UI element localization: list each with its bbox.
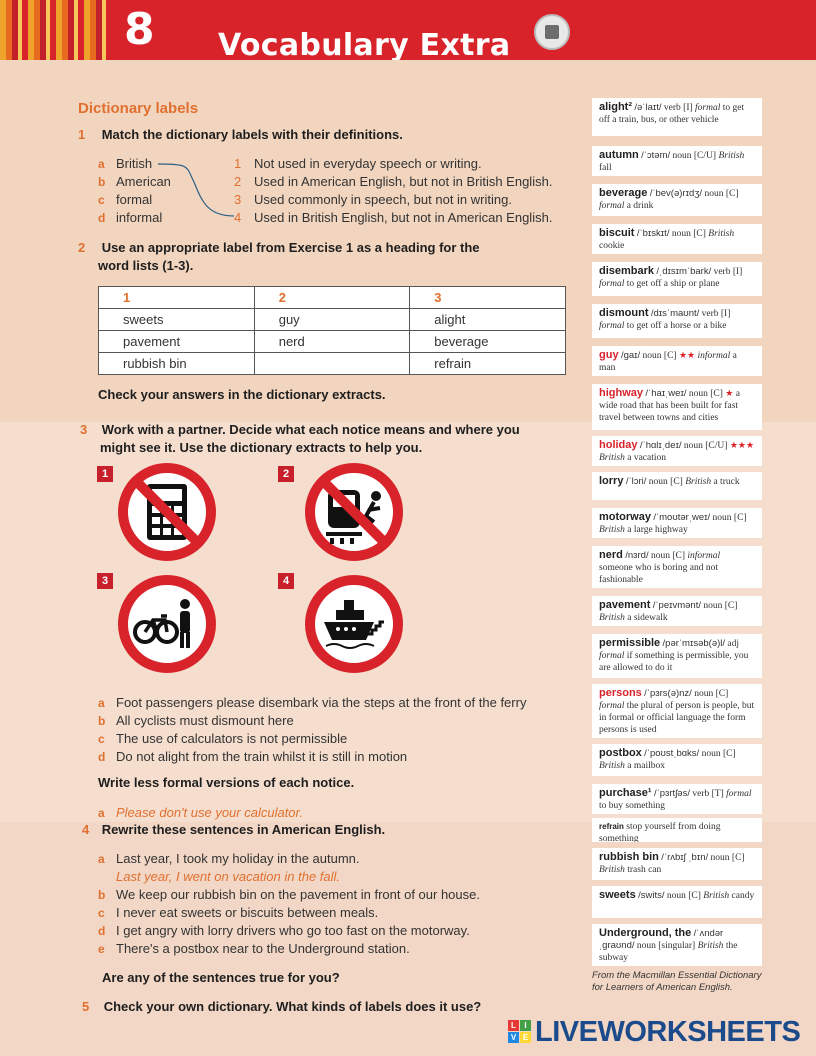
exercise-instruction: Use an appropriate label from Exercise 1 as a heading for the (101, 240, 480, 255)
dictionary-entry: highway /ˈhaɪˌweɪ/ noun [C] ★ a wide road that has been built for fast travel between towns and cities (592, 384, 762, 430)
table-row (99, 309, 566, 331)
sign-number: 3 (97, 573, 113, 589)
headword: beverage (599, 187, 648, 199)
table-cell: beverage (410, 331, 566, 353)
dictionary-entry: disembark /ˌdɪsɪmˈbark/ verb [I] formal to get off a ship or plane (592, 262, 762, 296)
dictionary-entry: holiday /ˈhɑlɪˌdeɪ/ noun [C/U] ★★★ British a vacation (592, 436, 762, 466)
question-text: Are any of the sentences true for you? (102, 970, 340, 985)
headword: pavement (599, 599, 651, 611)
dictionary-entry: Underground, the /ˈʌndərˌɡraʊnd/ noun [singular] British the subway (592, 924, 762, 966)
sign-number: 2 (278, 466, 294, 482)
dictionary-entry: nerd /nɜrd/ noun [C] informal someone who is boring and not fashionable (592, 546, 762, 588)
table-header-cell[interactable]: 2 (254, 287, 410, 309)
logo-text: LIVEWORKSHEETS (535, 1016, 801, 1048)
match-connector-line (150, 160, 240, 222)
example-answer: a Please don't use your calculator. (98, 805, 303, 820)
dictionary-entry: dismount /dɪsˈmaʊnt/ verb [I] formal to get off a horse or a bike (592, 304, 762, 338)
sentences-list (98, 850, 568, 958)
table-cell: rubbish bin (99, 353, 255, 375)
table-cell: alight (410, 309, 566, 331)
list-item: a British (98, 156, 153, 171)
list-item: d I get angry with lorry drivers who go too fast on the motorway. (98, 923, 470, 938)
headword: autumn (599, 149, 639, 161)
headword: postbox (599, 747, 642, 759)
sign-number: 4 (278, 573, 294, 589)
headword: biscuit (599, 227, 635, 239)
headword: lorry (599, 475, 624, 487)
page-header (0, 0, 816, 60)
dictionary-entry: lorry /ˈlɔri/ noun [C] British a truck (592, 472, 762, 500)
list-item: b American (98, 174, 171, 189)
no-jumping-from-train-icon (304, 462, 404, 562)
dictionary-entry: refrain stop yourself from doing something (592, 818, 762, 842)
exercise-instruction-cont: word lists (1-3). (98, 258, 194, 273)
list-item: 4 Used in British English, but not in American English. (234, 210, 553, 225)
list-item: a Foot passengers please disembark via the steps at the front of the ferry (98, 695, 527, 710)
list-item: Last year, I went on vacation in the fall. (116, 869, 341, 884)
table-cell: guy (254, 309, 410, 331)
headword: dismount (599, 307, 649, 319)
dictionary-entry: permissible /pərˈmɪsəb(ə)l/ adj formal if something is permissible, you are allowed to do it (592, 634, 762, 678)
headword: nerd (599, 549, 623, 561)
table-cell: pavement (99, 331, 255, 353)
cd-disc-icon[interactable] (534, 14, 570, 50)
table-cell: sweets (99, 309, 255, 331)
table-header-cell[interactable]: 3 (410, 287, 566, 309)
table-cell: nerd (254, 331, 410, 353)
source-note: From the Macmillan Essential Dictionary for Learners of American English. (592, 970, 762, 993)
list-item: c formal (98, 192, 153, 207)
liveworksheets-logo[interactable] (508, 1016, 808, 1048)
definitions-list (234, 155, 579, 227)
check-answers-text: Check your answers in the dictionary extracts. (98, 387, 386, 402)
headword: alight² (599, 101, 632, 113)
answer-text: Please don't use your calculator. (116, 805, 303, 820)
dictionary-entry: sweets /swits/ noun [C] British candy (592, 886, 762, 918)
list-item: 3 Used commonly in speech, but not in writing. (234, 192, 512, 207)
headword: refrain (599, 822, 624, 831)
section-title: Dictionary labels (78, 100, 199, 117)
list-item: 2 Used in American English, but not in British English. (234, 174, 553, 189)
headword: sweets (599, 889, 636, 901)
word-list-table (98, 286, 566, 375)
dictionary-entry: rubbish bin /ˈrʌbɪʃ ˌbɪn/ noun [C] British trash can (592, 848, 762, 880)
unit-number: 8 (124, 4, 155, 55)
dictionary-entry: alight² /əˈlaɪt/ verb [I] formal to get off a train, bus, or other vehicle (592, 98, 762, 136)
dictionary-entry: persons /ˈpɜrs(ə)nz/ noun [C] formal the plural of person is people, but in formal or official language the form persons is used (592, 684, 762, 738)
table-cell (254, 353, 410, 375)
list-item: e There's a postbox near to the Underground station. (98, 941, 410, 956)
table-header-row (99, 287, 566, 309)
dictionary-entry: autumn /ˈɔtəm/ noun [C/U] British fall (592, 146, 762, 176)
exercise-instruction: Match the dictionary labels with their definitions. (101, 127, 403, 142)
notices-list (98, 694, 568, 766)
exercise-3-header (80, 421, 560, 457)
exercise-number: 1 (78, 127, 86, 142)
list-item: a Last year, I took my holiday in the autumn. (98, 851, 360, 866)
exercise-instruction: Check your own dictionary. What kinds of labels does it use? (103, 999, 482, 1014)
table-header-cell[interactable]: 1 (99, 287, 255, 309)
dictionary-entry: postbox /ˈpoʊstˌbɑks/ noun [C] British a mailbox (592, 744, 762, 776)
ferry-steps-icon (304, 574, 404, 674)
headword: holiday (599, 439, 638, 451)
headword: motorway (599, 511, 651, 523)
table-row (99, 331, 566, 353)
dictionary-entry: purchase¹ /ˈpɜrtʃəs/ verb [T] formal to buy something (592, 784, 762, 814)
sign-number: 1 (97, 466, 113, 482)
list-item: d informal (98, 210, 163, 225)
dictionary-entry: guy /ɡaɪ/ noun [C] ★★ informal a man (592, 346, 762, 376)
exercise-number: 4 (82, 822, 90, 837)
header-stripes (0, 0, 112, 60)
cyclist-dismount-icon (117, 574, 217, 674)
frequency-stars: ★★ (678, 350, 696, 360)
headword: highway (599, 387, 644, 399)
write-instruction: Write less formal versions of each notice. (98, 775, 355, 790)
headword: disembark (599, 265, 655, 277)
headword: purchase¹ (599, 787, 652, 799)
frequency-stars: ★ (725, 388, 734, 398)
dictionary-entry: pavement /ˈpeɪvmənt/ noun [C] British a sidewalk (592, 596, 762, 626)
list-item: b We keep our rubbish bin on the pavement in front of our house. (98, 887, 480, 902)
table-row (99, 353, 566, 375)
exercise-1-header (78, 126, 403, 144)
exercise-instruction: Work with a partner. Decide what each notice means and where you (101, 422, 520, 437)
exercise-5-header (82, 998, 481, 1016)
exercise-instruction: Rewrite these sentences in American English. (101, 822, 386, 837)
dictionary-entry: motorway /ˈmoʊtərˌweɪ/ noun [C] British a large highway (592, 508, 762, 538)
exercise-number: 3 (80, 422, 88, 437)
unit-title: Vocabulary Extra (218, 28, 511, 60)
logo-mark: L I V E (508, 1020, 532, 1044)
dictionary-entry: biscuit /ˈbɪskɪt/ noun [C] British cookie (592, 224, 762, 254)
list-item: c The use of calculators is not permissible (98, 731, 348, 746)
headword: rubbish bin (599, 851, 659, 863)
list-item: b All cyclists must dismount here (98, 713, 294, 728)
exercise-4-header (82, 821, 385, 839)
list-item: c I never eat sweets or biscuits between meals. (98, 905, 379, 920)
exercise-number: 2 (78, 240, 86, 255)
list-item: 1 Not used in everyday speech or writing. (234, 156, 482, 171)
exercise-2-header (78, 239, 558, 275)
dictionary-entry: beverage /ˈbev(ə)rɪdʒ/ noun [C] formal a drink (592, 184, 762, 216)
table-cell: refrain (410, 353, 566, 375)
headword: permissible (599, 637, 661, 649)
no-calculator-icon (117, 462, 217, 562)
headword: persons (599, 687, 642, 699)
exercise-instruction-cont: might see it. Use the dictionary extracts to help you. (100, 440, 423, 455)
headword: guy (599, 349, 619, 361)
list-item: d Do not alight from the train whilst it is still in motion (98, 749, 408, 764)
headword: Underground, the (599, 927, 692, 939)
exercise-number: 5 (82, 999, 90, 1014)
frequency-stars: ★★★ (729, 440, 755, 450)
